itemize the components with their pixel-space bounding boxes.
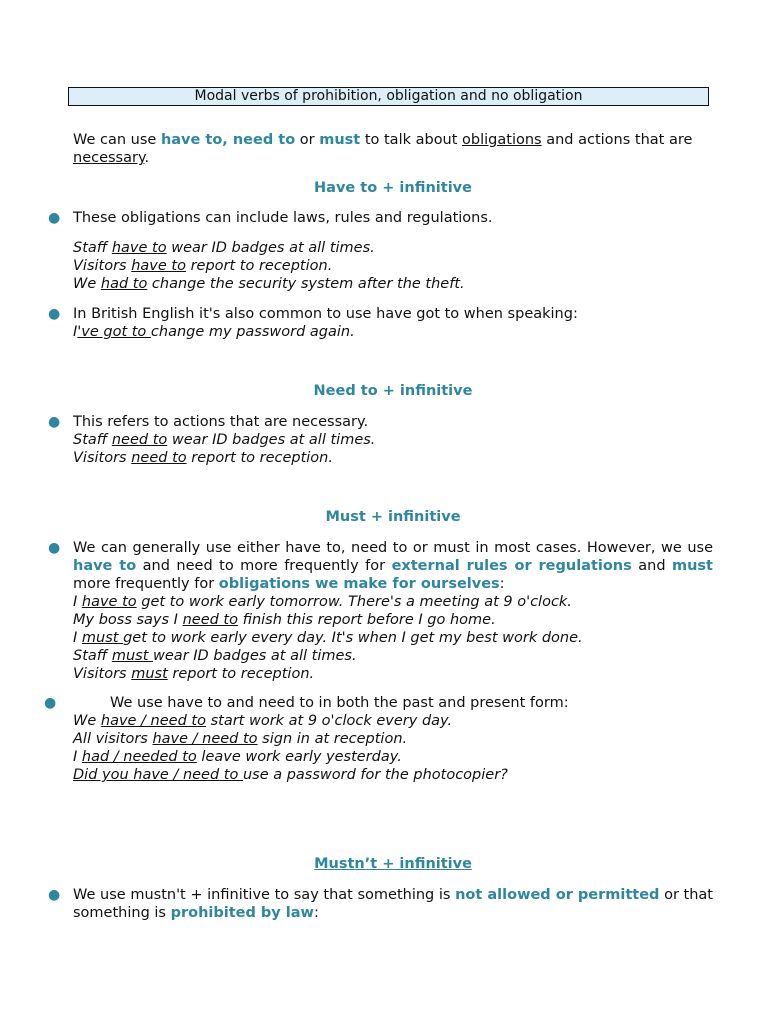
- heading-have-to: Have to + infinitive: [314, 180, 472, 196]
- must-bullet-2: [73, 694, 713, 784]
- heading-need-to: Need to + infinitive: [313, 383, 473, 399]
- heading-must: Must + infinitive: [325, 509, 461, 525]
- bullet-text: more frequently for obligations we make for ourselves:: [73, 576, 505, 592]
- intro-text: .: [144, 150, 150, 166]
- example-line: Staff must wear ID badges at all times.: [73, 648, 357, 664]
- mustnt-bullet-1: [73, 886, 713, 922]
- example-line: Visitors must report to reception.: [73, 666, 315, 682]
- page-title: Modal verbs of prohibition, obligation and no obligation: [68, 87, 709, 106]
- bullet-icon: ●: [44, 695, 57, 711]
- bullet-text: We can generally use either have to, need to or must in most cases. However, we use: [73, 540, 713, 556]
- intro-paragraph: [73, 131, 713, 167]
- example-line: We have / need to start work at 9 o'clock every day.: [73, 713, 453, 729]
- underlined-necessary: necessary: [73, 150, 145, 166]
- example-line: I have to get to work early tomorrow. There's a meeting at 9 o'clock.: [73, 594, 572, 610]
- example-line: Staff need to wear ID badges at all times.: [73, 432, 376, 448]
- bullet-text: We use have to and need to in both the past and present form:: [110, 695, 569, 711]
- bullet-text: We use mustn't + infinitive to say that something is not allowed or permitted or that: [73, 887, 713, 903]
- intro-text: We can use: [73, 132, 161, 148]
- bullet-icon: ●: [48, 414, 61, 430]
- example-line: I had / needed to leave work early yesterday.: [73, 749, 402, 765]
- bullet-text: have to and need to more frequently for external rules or regulations and must: [73, 558, 713, 574]
- bullet-icon: ●: [48, 210, 61, 226]
- bullet-text: something is prohibited by law:: [73, 905, 319, 921]
- example-line: I must get to work early every day. It's when I get my best work done.: [73, 630, 583, 646]
- highlight-have-need: have to, need to: [160, 132, 296, 148]
- have-to-bullet-2: [73, 305, 713, 341]
- need-to-bullet-1: [73, 413, 713, 467]
- highlight-must: must: [319, 132, 361, 148]
- bullet-icon: ●: [48, 540, 61, 556]
- intro-text: or: [295, 132, 320, 148]
- example-line: All visitors have / need to sign in at reception.: [73, 731, 408, 747]
- have-to-bullet-1: These obligations can include laws, rules and regulations.: [73, 210, 493, 226]
- bullet-text: This refers to actions that are necessary.: [73, 414, 369, 430]
- example-line: Visitors have to report to reception.: [73, 258, 333, 274]
- heading-mustnt: Mustn’t + infinitive: [314, 856, 472, 872]
- example-line: Staff have to wear ID badges at all times.: [73, 240, 375, 256]
- have-to-examples: [73, 239, 713, 293]
- example-line: My boss says I need to finish this report before I go home.: [73, 612, 496, 628]
- example-line: Visitors need to report to reception.: [73, 450, 333, 466]
- bullet-icon: ●: [48, 887, 61, 903]
- bullet-icon: ●: [48, 306, 61, 322]
- intro-text: to talk about: [360, 132, 463, 148]
- example-line: Did you have / need to use a password for the photocopier?: [73, 767, 508, 783]
- bullet-text: In British English it's also common to use have got to when speaking:: [73, 306, 578, 322]
- underlined-obligations: obligations: [462, 132, 542, 148]
- example-line: I've got to change my password again.: [73, 324, 355, 340]
- intro-text: and actions that are: [541, 132, 693, 148]
- must-bullet-1: [73, 539, 713, 683]
- example-line: We had to change the security system after the theft.: [73, 276, 465, 292]
